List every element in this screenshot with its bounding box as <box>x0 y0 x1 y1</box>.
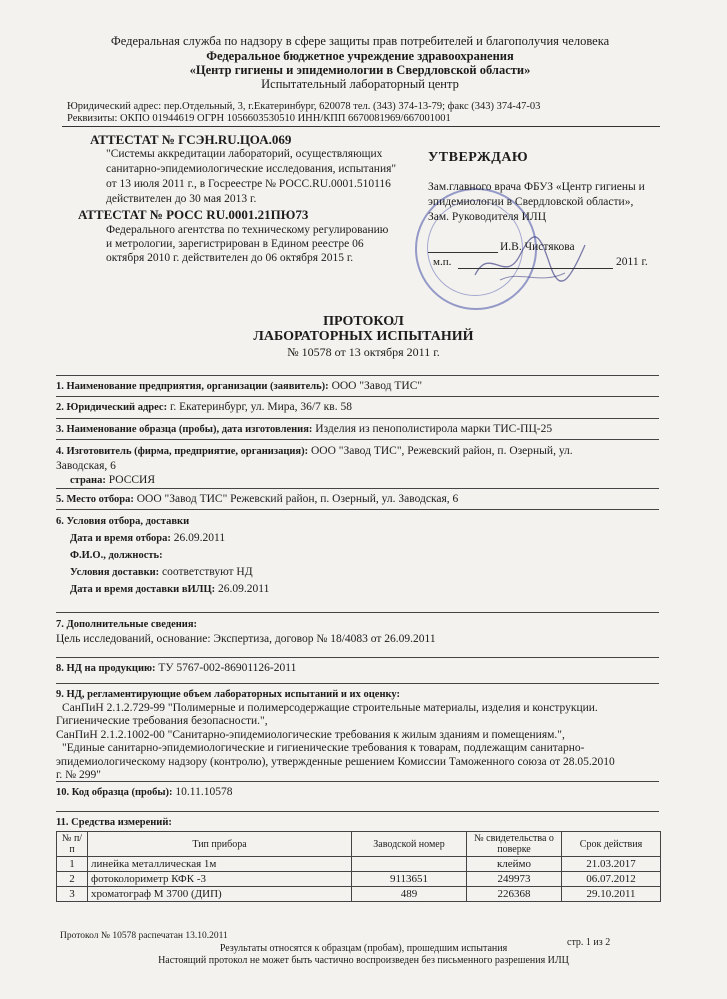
section-sample-code <box>56 781 659 798</box>
attestat-2-title: АТТЕСТАТ № РОСС RU.0001.21ПЮ73 <box>78 207 309 222</box>
approve-title: УТВЕРЖДАЮ <box>428 150 529 165</box>
table-cell: 1 <box>57 857 88 872</box>
section-value: г. Екатеринбург, ул. Мира, 36/7 кв. 58 <box>169 401 352 413</box>
section-measuring-instruments <box>56 811 659 828</box>
requisites: Реквизиты: ОКПО 01944619 ОГРН 1056603530510 ИНН/КПП 6670081969/667001001 <box>67 113 451 124</box>
agency-name: Федеральная служба по надзору в сфере защиты прав потребителей и благополучия человека <box>110 34 610 48</box>
section-label: 11. Средства измерений: <box>56 817 172 828</box>
section-testing-nd <box>56 683 659 783</box>
attestat-1-line: санитарно-эпидемиологические исследования, испытания" <box>106 163 397 175</box>
section-label: 4. Изготовитель (фирма, предприятие, организация): <box>56 446 309 457</box>
attestat-2-text <box>106 223 406 265</box>
attestat-1-line: от 13 июля 2011 г., в Госреестре № РОСС.RU.0001.510116 <box>106 178 391 190</box>
col-header: Тип прибора <box>88 832 352 857</box>
sampling-date-label: Дата и время отбора: <box>70 533 171 544</box>
attestat-2-line: октября 2010 г. действителен до 06 октября 2015 г. <box>106 252 354 264</box>
section-product-nd <box>56 657 659 674</box>
section-label: 5. Место отбора: <box>56 494 134 505</box>
country-label: страна: <box>70 475 106 486</box>
nd-line: "Единые санитарно-эпидемиологические и гигиенические требования к товарам, подлежащим санитарно- <box>62 742 585 754</box>
table-cell: 249973 <box>467 872 562 887</box>
sampling-date: 26.09.2011 <box>173 532 226 544</box>
lab-name: Испытательный лабораторный центр <box>261 77 459 91</box>
protocol-number: № 10578 от 13 октября 2011 г. <box>287 345 440 359</box>
table-row <box>57 872 661 887</box>
table-cell: фотоколориметр КФК -3 <box>88 872 352 887</box>
table-cell: клеймо <box>467 857 562 872</box>
attestat-1-line: "Системы аккредитации лабораторий, осуществляющих <box>106 148 383 160</box>
table-cell: 29.10.2011 <box>562 887 661 902</box>
signer-name: И.В. Чистякова <box>500 241 575 253</box>
legal-address: Юридический адрес: пер.Отдельный, 3, г.Екатеринбург, 620078 тел. (343) 374-13-79; факс (343) 374-47-03 <box>67 101 541 112</box>
section-label: 8. НД на продукцию: <box>56 663 156 674</box>
institution-name: Федеральное бюджетное учреждение здравоохранения <box>206 49 514 63</box>
nd-line: СанПиН 2.1.2.1002-00 "Санитарно-эпидемиологические требования к жилым зданиям и помещениям.", <box>56 728 565 741</box>
section-label: 7. Дополнительные сведения: <box>56 619 198 630</box>
results-note: Результаты относятся к образцам (пробам), прошедшим испытания <box>219 943 508 954</box>
section-sample-name <box>56 418 659 435</box>
section-label: 6. Условия отбора, доставки <box>56 516 190 527</box>
delivery-conditions: соответствуют НД <box>162 566 253 578</box>
protocol-subtitle: ЛАБОРАТОРНЫХ ИСПЫТАНИЙ <box>253 329 474 344</box>
nd-line: Гигиенические требования безопасности.", <box>56 715 268 727</box>
person-label: Ф.И.О., должность: <box>70 550 163 561</box>
approve-text <box>428 180 688 225</box>
header-divider <box>62 126 660 127</box>
section-applicant <box>56 375 659 392</box>
signature <box>470 225 590 295</box>
attestat-1-title: АТТЕСТАТ № ГСЭН.RU.ЦОА.069 <box>90 132 292 147</box>
table-cell <box>352 857 467 872</box>
table-cell: 21.03.2017 <box>562 857 661 872</box>
attestat-1-text <box>106 147 406 207</box>
col-header: Срок действия <box>562 832 661 857</box>
attestat-2-line: Федерального агентства по техническому регулированию <box>106 224 389 236</box>
section-value: ООО "Завод ТИС", Режевский район, п. Озерный, ул. <box>310 445 573 457</box>
table-header-row <box>57 832 661 857</box>
delivery-date: 26.09.2011 <box>218 583 270 595</box>
table-row <box>57 887 661 902</box>
section-sampling-conditions <box>56 509 659 598</box>
table-cell: линейка металлическая 1м <box>88 857 352 872</box>
approve-year: 2011 г. <box>616 256 648 268</box>
seal-place: м.п. <box>433 256 452 268</box>
col-header: Заводской номер <box>352 832 467 857</box>
attestat-2-line: и метрологии, зарегистрирован в Едином реестре 06 <box>106 238 364 250</box>
col-header: № свидетельства о поверке <box>467 832 562 857</box>
section-additional-info <box>56 612 659 647</box>
section-label: 1. Наименование предприятия, организации (заявитель): <box>56 381 329 392</box>
instruments-table <box>56 831 661 902</box>
table-cell: 489 <box>352 887 467 902</box>
reproduction-note: Настоящий протокол не может быть частично воспроизведен без письменного разрешения ИЛЦ <box>158 955 569 966</box>
col-header: № п/п <box>57 832 88 857</box>
center-name: «Центр гигиены и эпидемиологии в Свердловской области» <box>189 63 531 77</box>
table-cell: 9113651 <box>352 872 467 887</box>
table-cell: 06.07.2012 <box>562 872 661 887</box>
table-cell: 226368 <box>467 887 562 902</box>
date-line <box>458 268 613 269</box>
section-legal-address <box>56 396 659 413</box>
protocol-title: ПРОТОКОЛ <box>323 314 404 329</box>
section-value: 10.11.10578 <box>175 786 233 798</box>
table-cell: 3 <box>57 887 88 902</box>
section-value: Изделия из пенополистирола марки ТИС-ПЦ-25 <box>315 423 553 435</box>
section-label: 2. Юридический адрес: <box>56 402 168 413</box>
approve-line: Зам. Руководителя ИЛЦ <box>428 211 547 223</box>
section-value: ТУ 5767-002-86901126-2011 <box>158 662 297 674</box>
section-label: 3. Наименование образца (пробы), дата изготовления: <box>56 424 313 435</box>
section-value: ООО "Завод ТИС" Режевский район, п. Озерный, ул. Заводская, 6 <box>136 493 459 505</box>
signature-line <box>428 252 498 253</box>
table-cell: 2 <box>57 872 88 887</box>
section-manufacturer <box>56 439 659 488</box>
section-value: Заводская, 6 <box>56 460 116 472</box>
page-number: стр. 1 из 2 <box>567 937 611 948</box>
nd-line: эпидемиологическому надзору (контролю), утвержденные решением Комиссии Таможенного союза от 28.05.2010 <box>56 755 615 768</box>
delivery-date-label: Дата и время доставки вИЛЦ: <box>70 584 216 595</box>
approve-line: Зам.главного врача ФБУЗ «Центр гигиены и <box>428 181 645 193</box>
country-value: РОССИЯ <box>108 474 156 486</box>
delivery-conditions-label: Условия доставки: <box>70 567 160 578</box>
section-value: ООО "Завод ТИС" <box>331 380 423 392</box>
section-label: 10. Код образца (пробы): <box>56 787 173 798</box>
nd-line: СанПиН 2.1.2.729-99 "Полимерные и полимерсодержащие строительные материалы, изделия и конструкции. <box>62 701 598 714</box>
table-row <box>57 857 661 872</box>
section-sampling-place <box>56 488 659 505</box>
attestat-1-line: действителен до 30 мая 2013 г. <box>106 193 257 205</box>
section-value: Цель исследований, основание: Экспертиза, договор № 18/4083 от 26.09.2011 <box>56 633 436 645</box>
table-cell: хроматограф М 3700 (ДИП) <box>88 887 352 902</box>
approve-line: эпидемиологии в Свердловской области», <box>428 196 634 208</box>
section-label: 9. НД, регламентирующие объем лабораторных испытаний и их оценку: <box>56 689 400 700</box>
nd-line: г. № 299" <box>56 769 101 781</box>
print-info: Протокол № 10578 распечатан 13.10.2011 <box>60 931 228 941</box>
